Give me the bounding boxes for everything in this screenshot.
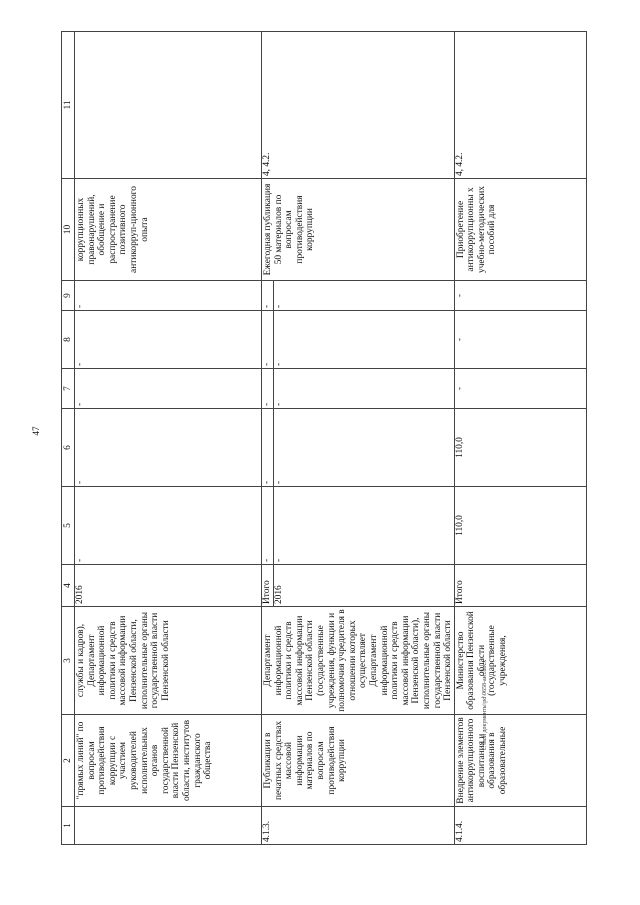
column-header: 10 bbox=[62, 179, 75, 281]
measure-title: Публикации в печатных средствах массовой информации материалов по вопросам противодействия коррупции bbox=[262, 715, 455, 807]
row-number: 4.1.3. bbox=[262, 807, 455, 845]
value-col9: - bbox=[454, 281, 586, 311]
column-header: 11 bbox=[62, 32, 75, 179]
value: - bbox=[273, 402, 284, 406]
period-cell bbox=[262, 565, 455, 607]
value-col6 bbox=[262, 409, 455, 487]
value-col9 bbox=[262, 281, 455, 311]
reference-cell bbox=[75, 32, 262, 179]
row-number: 4.1.4. bbox=[454, 807, 586, 845]
measure-title: Внедрение элементов антикоррупционного воспитания и образования в образовательные bbox=[454, 715, 586, 807]
column-header: 2 bbox=[62, 715, 75, 807]
column-header: 4 bbox=[62, 565, 75, 607]
period-total: Итого bbox=[262, 565, 273, 606]
value-col8: - bbox=[75, 311, 262, 369]
column-header: 9 bbox=[62, 281, 75, 311]
page-number: 47 bbox=[31, 426, 41, 436]
value-col7 bbox=[262, 369, 455, 409]
rotated-table-container bbox=[61, 32, 570, 845]
executor-cell: Министерство образования Пензенской области (государственные учреждения, bbox=[454, 607, 586, 715]
value: - bbox=[273, 558, 284, 562]
column-header: 5 bbox=[62, 487, 75, 565]
value-col9: - bbox=[75, 281, 262, 311]
value-col6: 110,0 bbox=[454, 409, 586, 487]
executor-cell: службы и кадров), Департамент информационной политики и средств массовой информации Пензенской области, исполнительные органы государственной власти Пензенской области bbox=[75, 607, 262, 715]
value: - bbox=[273, 304, 284, 308]
table-row bbox=[262, 32, 455, 845]
column-header: 7 bbox=[62, 369, 75, 409]
program-measures-table bbox=[61, 31, 587, 845]
period-cell: 2016 bbox=[75, 565, 262, 607]
table-row bbox=[75, 32, 262, 845]
value: - bbox=[273, 480, 284, 484]
value-col7: - bbox=[75, 369, 262, 409]
column-header: 6 bbox=[62, 409, 75, 487]
value-col8: - bbox=[454, 311, 586, 369]
column-number-header-row bbox=[62, 32, 75, 845]
result-cell: коррупционных правонарушений, обобщение и распространение позитивного антикорруп-ционного опыта bbox=[75, 179, 262, 281]
row-number bbox=[75, 807, 262, 845]
value-col5: - bbox=[75, 487, 262, 565]
value-col6: - bbox=[75, 409, 262, 487]
reference-cell: 4, 4.2. bbox=[262, 32, 455, 179]
executor-cell: Департамент информационной политики и средств массовой информации Пензенской области (государственные учреждения, функции и полномочия учредителя в отношении которых осуществляет Департамент информационной политики и средств массовой информации Пензенской области), исполнительные органы государственной власти Пензенской области bbox=[262, 607, 455, 715]
value-col5 bbox=[262, 487, 455, 565]
value: - bbox=[262, 409, 273, 486]
value: - bbox=[262, 311, 273, 368]
value-col8 bbox=[262, 311, 455, 369]
value-col5: 110,0 bbox=[454, 487, 586, 565]
column-header: 8 bbox=[62, 311, 75, 369]
value-col7: - bbox=[454, 369, 586, 409]
value: - bbox=[262, 487, 273, 564]
result-cell: Приобретение антикоррупционны х учебно-методических пособий для bbox=[454, 179, 586, 281]
result-cell: Ежегодная публикация 50 материалов по вопросам противодействия коррупции bbox=[262, 179, 455, 281]
column-header: 1 bbox=[62, 807, 75, 845]
value: - bbox=[262, 281, 273, 310]
value: - bbox=[262, 369, 273, 408]
period-cell: Итого bbox=[454, 565, 586, 607]
reference-cell: 4, 4.2. bbox=[454, 32, 586, 179]
table-row bbox=[454, 32, 586, 845]
column-header: 3 bbox=[62, 607, 75, 715]
period-year: 2016 bbox=[273, 585, 284, 604]
value: - bbox=[273, 362, 284, 366]
footer-file-path: c:\мои документы\pd\0658-ант.docx bbox=[482, 659, 488, 750]
measure-title: "прямых линий" по вопросам противодействия коррупции с участием руководителей исполнительных органов государственной власти Пензенской области, институтов гражданского общества bbox=[75, 715, 262, 807]
